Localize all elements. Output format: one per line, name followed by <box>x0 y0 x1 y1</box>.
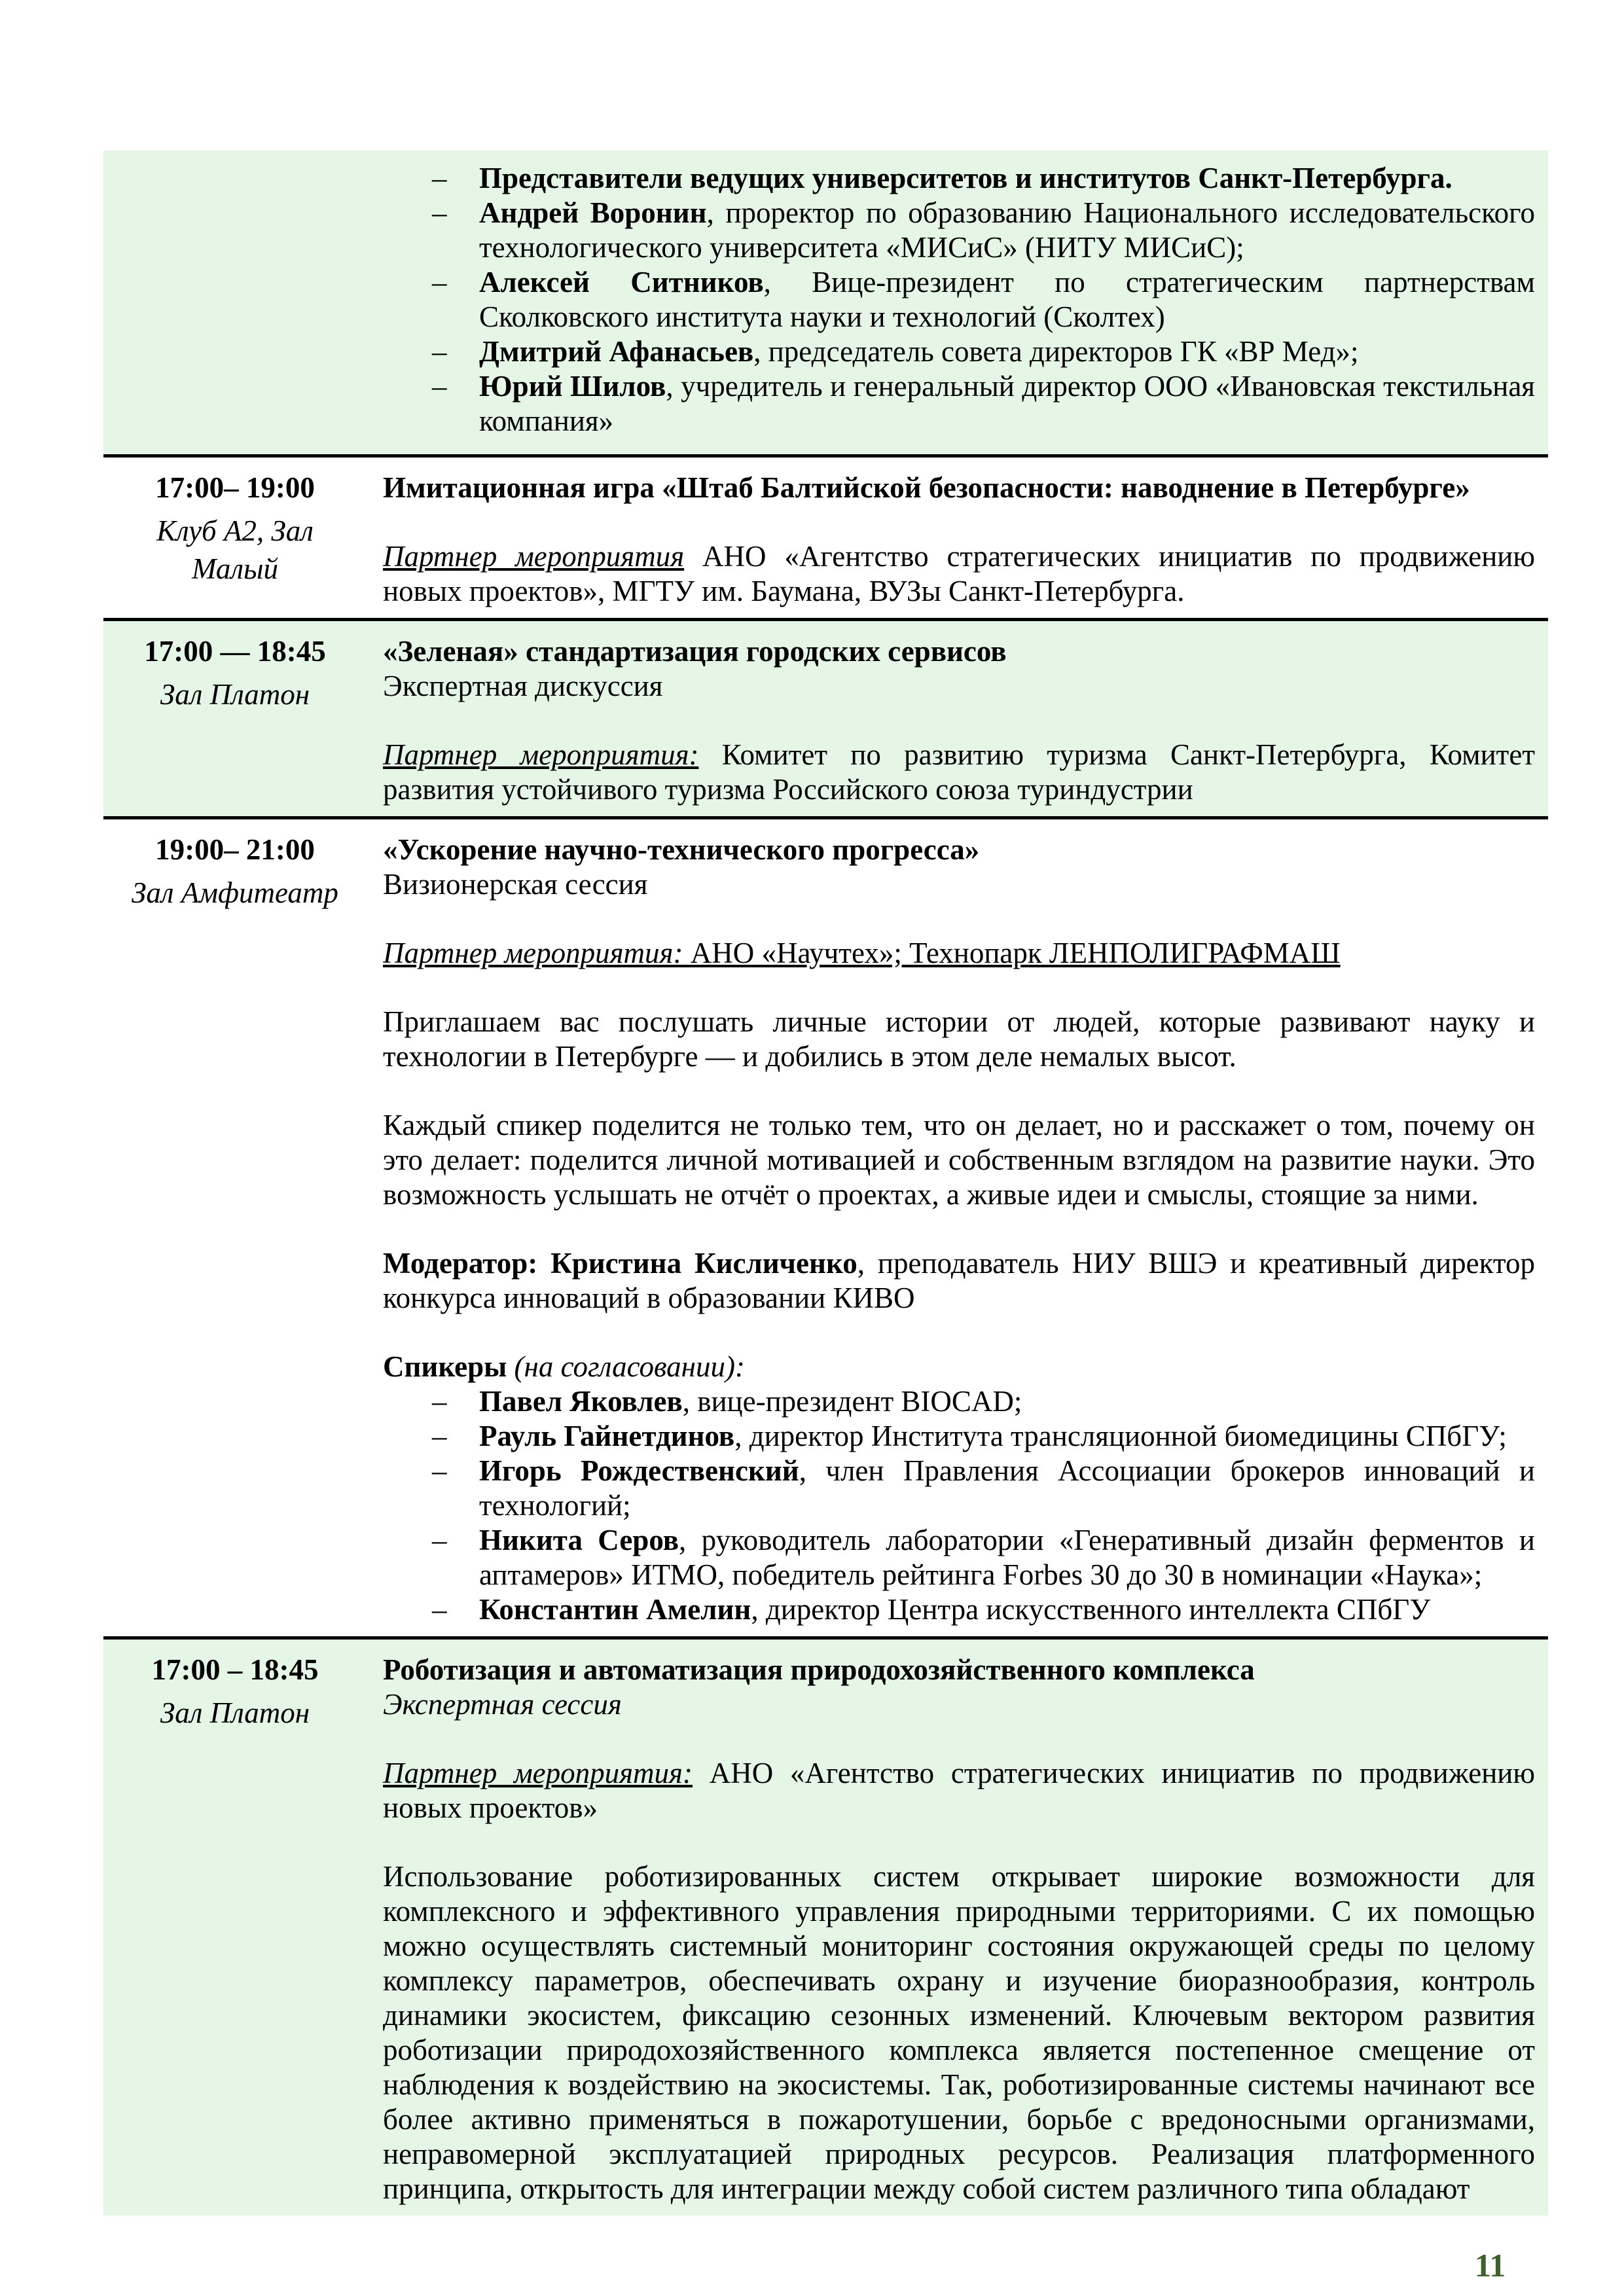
speakers-list <box>383 1384 1535 1627</box>
partner-label: Партнер мероприятия <box>383 540 685 573</box>
partner-text: Комитет по развитию туризма Санкт-Петербурга, Комитет развития устойчивого туризма Российского союза туриндустрии <box>383 738 1535 806</box>
participant-desc: , учредитель и генеральный директор ООО «Ивановская текстильная компания» <box>479 370 1535 437</box>
speaker-desc: , вице-президент BIOCAD; <box>682 1385 1022 1418</box>
participant-name: Дмитрий Афанасьев <box>479 335 754 368</box>
page-number: 11 <box>1475 2247 1506 2284</box>
speaker-desc: , директор Института трансляционной биомедицины СПбГУ; <box>734 1420 1507 1452</box>
speaker-item <box>432 1384 1535 1419</box>
time-label: 19:00– 21:00 <box>155 833 315 866</box>
schedule-row-science-progress <box>103 819 1548 1636</box>
partner-text: АНО «Агентство стратегических инициатив по продвижению новых проектов», МГТУ им. Баумана, ВУЗы Санкт-Петербурга. <box>383 540 1535 607</box>
hall-label: Зал Платон <box>160 1696 310 1729</box>
partner-line <box>383 936 1535 971</box>
moderator-desc: , преподаватель НИУ ВШЭ и креативный директор конкурса инноваций в образовании КИВО <box>383 1247 1535 1314</box>
time-cell <box>103 819 367 1636</box>
speaker-name: Никита Серов <box>479 1524 679 1556</box>
moderator-line <box>383 1246 1535 1316</box>
speaker-item <box>432 1523 1535 1592</box>
time-cell <box>103 1640 367 2215</box>
participant-item <box>432 369 1535 439</box>
session-type: Экспертная сессия <box>383 1688 622 1721</box>
speaker-desc: , руководитель лаборатории «Генеративный дизайн ферментов и аптамеров» ИТМО, победитель рейтинга Forbes 30 до 30 в номинации «Наука»; <box>479 1524 1535 1591</box>
participant-name: Андрей Воронин <box>479 196 707 229</box>
speaker-item <box>432 1592 1535 1627</box>
speakers-note: (на согласовании): <box>507 1350 745 1383</box>
session-title: Имитационная игра «Штаб Балтийской безопасности: наводнение в Петербурге» <box>383 471 1470 504</box>
schedule-row-robotization <box>103 1640 1548 2215</box>
participants-content <box>367 151 1548 454</box>
partner-label: Партнер мероприятия: <box>383 937 683 969</box>
participant-desc: , Вице-президент по стратегическим партнерствам Сколковского института науки и технологий (Сколтех) <box>479 266 1535 333</box>
session-title: Роботизация и автоматизация природохозяйственного комплекса <box>383 1653 1255 1686</box>
partner-line <box>383 539 1535 609</box>
speaker-name: Константин Амелин <box>479 1593 751 1626</box>
partner-label: Партнер мероприятия: <box>383 1757 693 1789</box>
moderator-name: Модератор: Кристина Кисличенко <box>383 1247 857 1280</box>
session-type: Визионерская сессия <box>383 868 648 901</box>
speaker-item <box>432 1454 1535 1523</box>
participant-name: Представители ведущих университетов и институтов Санкт-Петербурга. <box>479 162 1453 194</box>
speakers-label: Спикеры <box>383 1350 507 1383</box>
speaker-desc: , директор Центра искусственного интеллекта СПбГУ <box>751 1593 1431 1626</box>
participant-desc: , председатель совета директоров ГК «ВР Мед»; <box>753 335 1359 368</box>
schedule-row-participants <box>103 151 1548 454</box>
time-cell-empty <box>103 151 367 454</box>
time-cell <box>103 621 367 816</box>
session-title: «Ускорение научно-технического прогресса» <box>383 833 980 866</box>
session-content <box>367 1640 1548 2215</box>
speaker-item <box>432 1419 1535 1454</box>
paragraph: Каждый спикер поделится не только тем, что он делает, но и расскажет о том, почему он это делает: поделится личной мотивацией и собственным взглядом на развитие науки. Это возможность услышать не отчёт о проектах, а живые идеи и смыслы, стоящие за ними. <box>383 1109 1535 1211</box>
schedule-row-simulation-game <box>103 457 1548 618</box>
session-content <box>367 819 1548 1636</box>
hall-label: Клуб А2, Зал Малый <box>156 514 314 585</box>
time-label: 17:00 – 18:45 <box>151 1653 319 1686</box>
participant-item <box>432 196 1535 265</box>
speaker-name: Игорь Рождественский <box>479 1454 799 1487</box>
partner-label: Партнер мероприятия: <box>383 738 699 771</box>
partner-line <box>383 1756 1535 1825</box>
paragraph: Использование роботизированных систем открывает широкие возможности для комплексного и эффективного управления природными территориями. С их помощью можно осуществлять системный мониторинг состояния окружающей среды по целому комплексу параметров, обеспечивать охрану и изучение биоразнообразия, контроль динамики экосистем, фиксацию сезонных изменений. Ключевым вектором развития роботизации природохозяйственного комплекса является постепенное смещение от наблюдения к воздействию на экосистемы. Так, роботизированные системы начинают все более активно применяться в пожаротушении, борьбе с вредоносными организмами, неправомерной эксплуатацией природных ресурсов. Реализация платформенного принципа, открытость для интеграции между собой систем различного типа обладают <box>383 1860 1535 2205</box>
time-label: 17:00– 19:00 <box>155 471 315 504</box>
time-cell <box>103 457 367 618</box>
session-content <box>367 621 1548 816</box>
session-type: Экспертная дискуссия <box>383 670 663 702</box>
hall-label: Зал Амфитеатр <box>132 876 338 909</box>
speaker-name: Павел Яковлев <box>479 1385 683 1418</box>
speaker-desc: , член Правления Ассоциации брокеров инноваций и технологий; <box>479 1454 1536 1522</box>
participant-item <box>432 265 1535 334</box>
participant-name: Юрий Шилов <box>479 370 666 403</box>
participant-item <box>432 334 1535 369</box>
paragraph: Приглашаем вас послушать личные истории от людей, которые развивают науку и технологии в Петербурге — и добились в этом деле немалых высот. <box>383 1005 1535 1073</box>
session-content <box>367 457 1548 618</box>
participant-item <box>432 161 1535 196</box>
participant-name: Алексей Ситников <box>479 266 764 298</box>
speaker-name: Рауль Гайнетдинов <box>479 1420 735 1452</box>
partner-line <box>383 738 1535 807</box>
time-label: 17:00 — 18:45 <box>144 635 326 668</box>
participants-list <box>383 161 1535 439</box>
participant-desc: , проректор по образованию Национального исследовательского технологического университета «МИСиС» (НИТУ МИСиС); <box>479 196 1535 264</box>
hall-label: Зал Платон <box>160 678 310 711</box>
schedule-row-green-standardization <box>103 621 1548 816</box>
session-title: «Зеленая» стандартизация городских сервисов <box>383 635 1007 668</box>
schedule-table <box>103 151 1548 2215</box>
partner-text: АНО «Научтех»; Технопарк ЛЕНПОЛИГРАФМАШ <box>683 937 1341 969</box>
partner-text: АНО «Агентство стратегических инициатив по продвижению новых проектов» <box>383 1757 1535 1824</box>
speakers-heading <box>383 1350 1535 1384</box>
